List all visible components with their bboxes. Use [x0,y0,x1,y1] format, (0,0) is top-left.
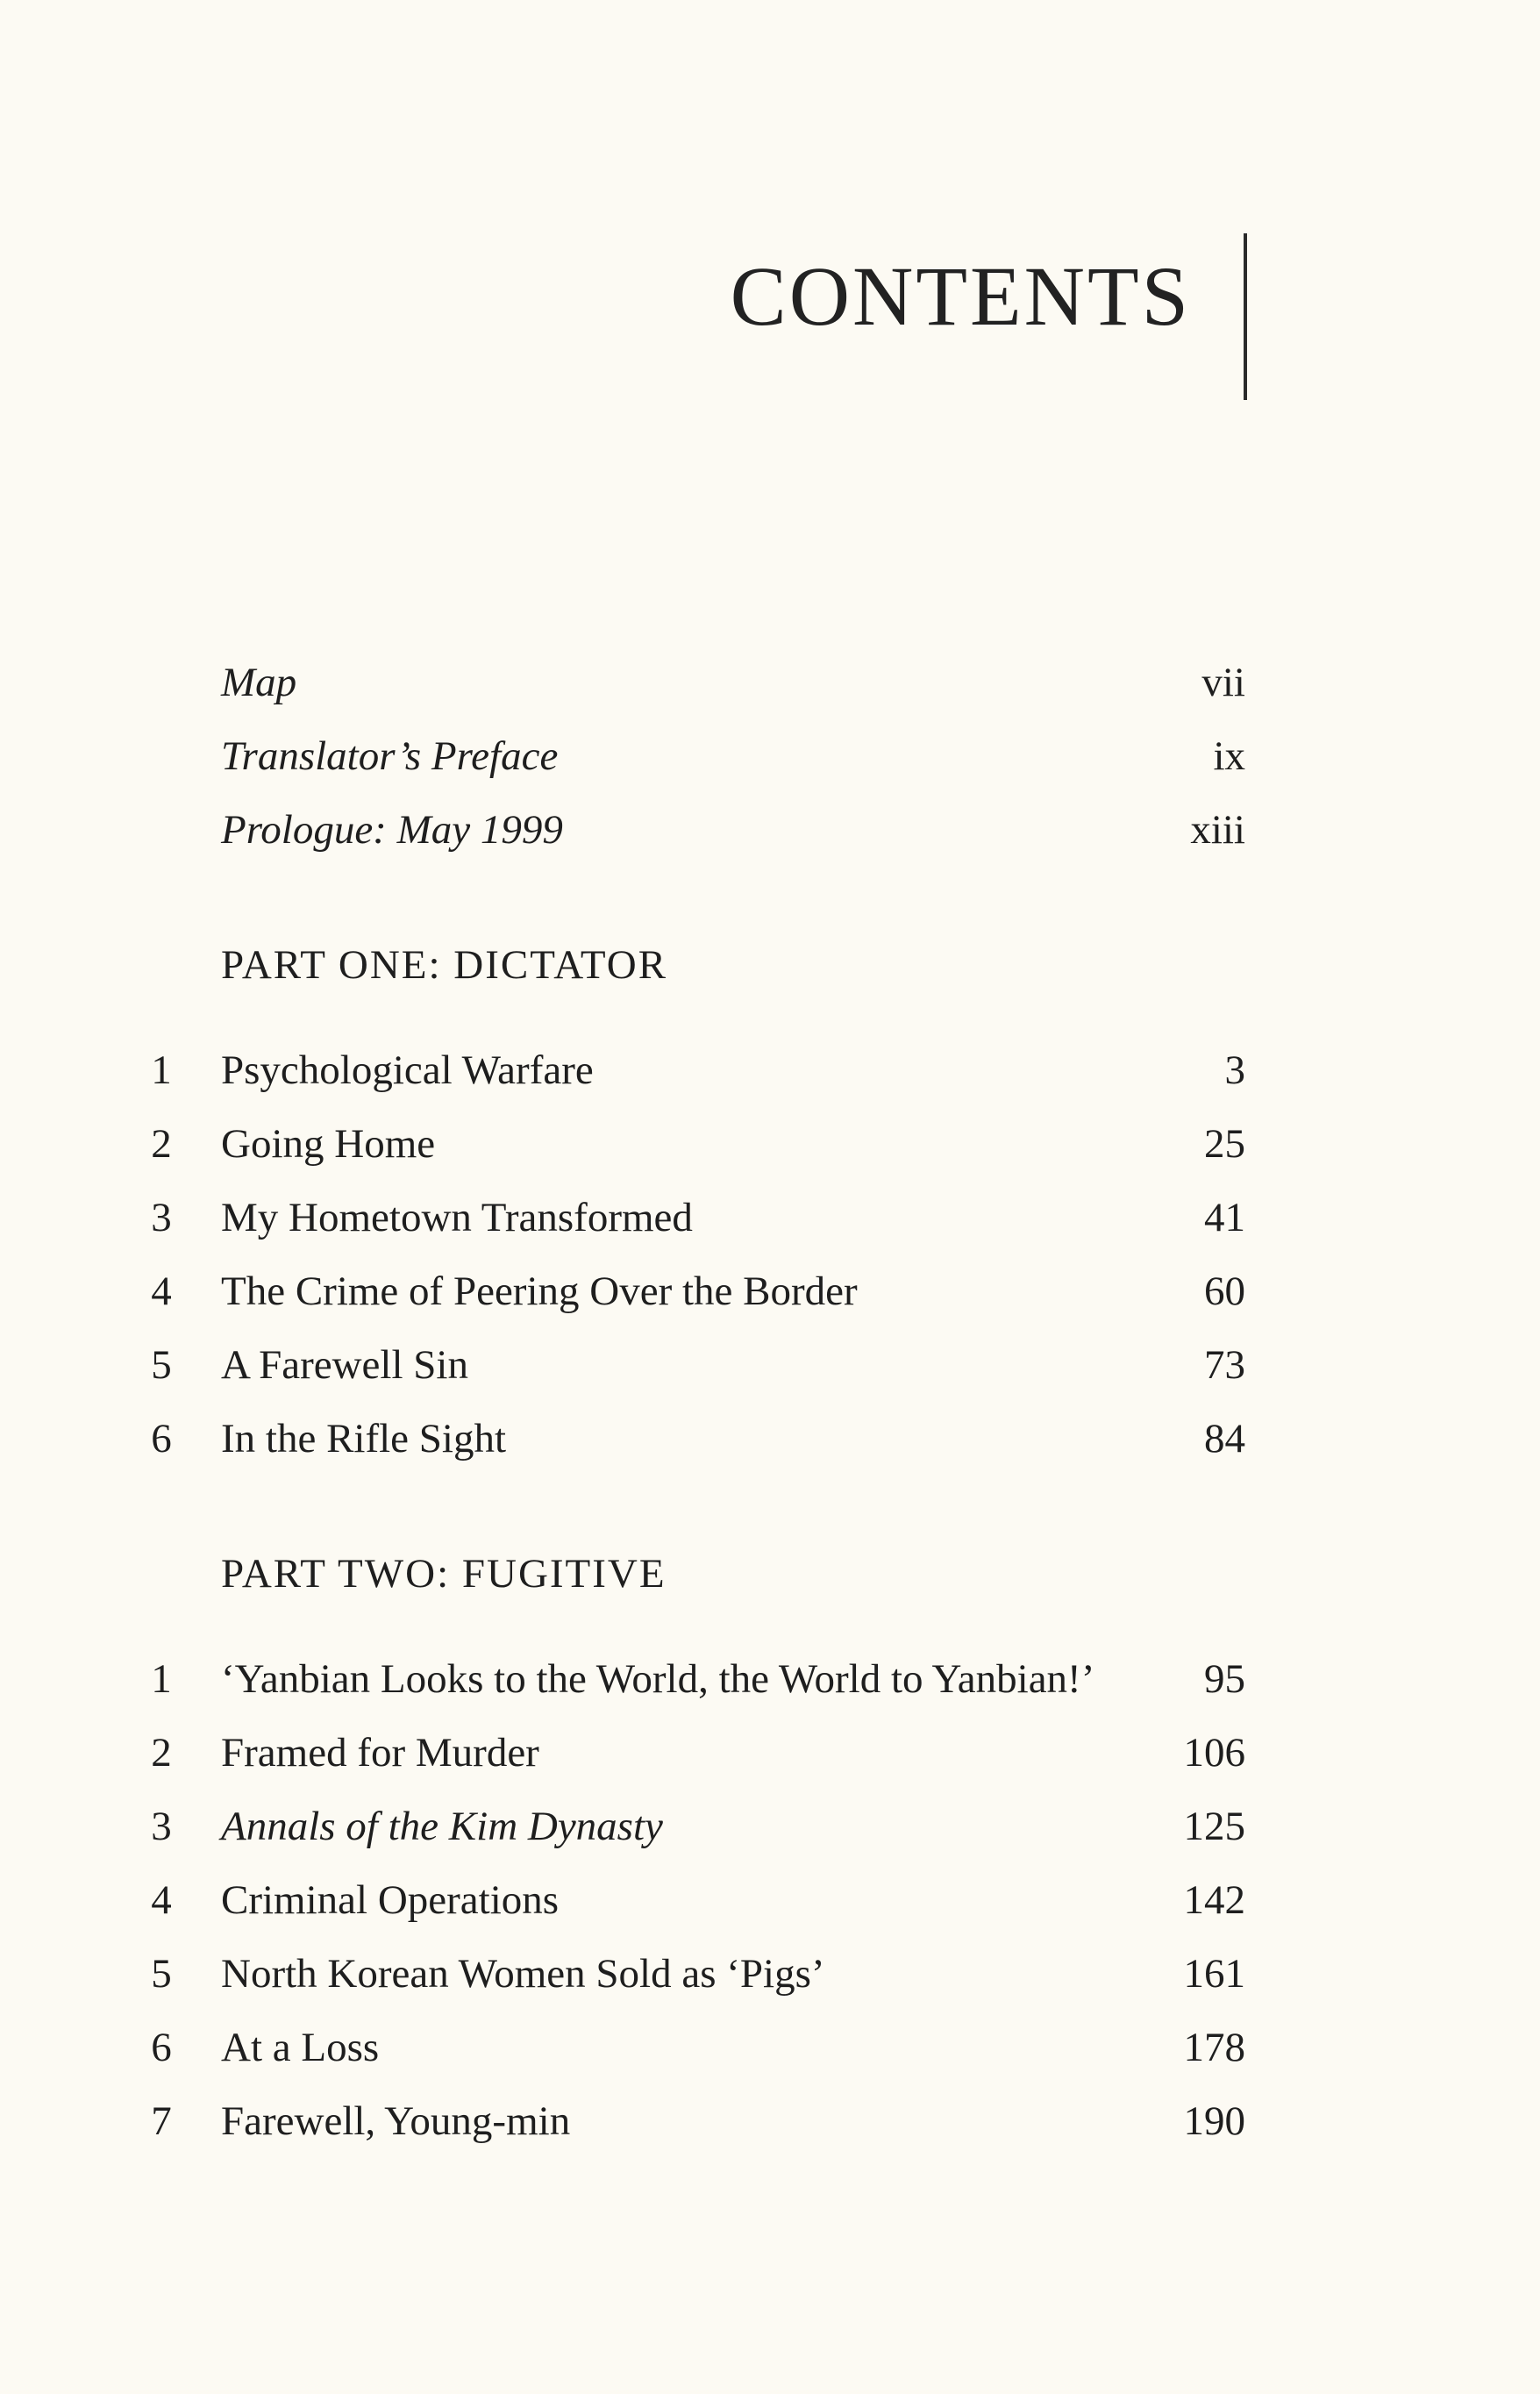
chapter-title: Going Home [221,1121,436,1167]
chapter-title: Farewell, Young-min [221,2098,571,2144]
chapter-number: 5 [151,1951,172,1997]
chapter-title: North Korean Women Sold as ‘Pigs’ [221,1951,825,1997]
chapter-title: In the Rifle Sight [221,1416,507,1461]
toc-entry-translators-preface[interactable] [0,719,1540,793]
chapter-page: 41 [1204,1195,1245,1240]
chapter-page: 142 [1183,1877,1245,1923]
chapter-title: ‘Yanbian Looks to the World, the World to Yanbian!’ [221,1656,1095,1702]
toc-entry-page: vii [1201,660,1245,705]
part-heading-one: PART ONE: DICTATOR [221,942,668,988]
chapter-page: 73 [1204,1342,1245,1388]
chapter-page: 125 [1183,1804,1245,1849]
chapter-title: Criminal Operations [221,1877,560,1923]
chapter-number: 2 [151,1730,172,1776]
toc-entry-page: xiii [1190,807,1245,853]
chapter-title: Psychological Warfare [221,1047,594,1093]
toc-chapter-row[interactable] [0,2011,1540,2084]
chapter-page: 178 [1183,2025,1245,2070]
toc-chapter-row[interactable] [0,1642,1540,1716]
chapter-number: 2 [151,1121,172,1167]
chapter-page: 106 [1183,1730,1245,1776]
toc-entry-map[interactable] [0,646,1540,719]
chapter-title: Framed for Murder [221,1730,539,1776]
toc-chapter-row[interactable] [0,1254,1540,1328]
toc-chapter-row[interactable] [0,1790,1540,1863]
chapter-page: 25 [1204,1121,1245,1167]
chapter-page: 84 [1204,1416,1245,1461]
chapter-number: 3 [151,1195,172,1240]
toc-entry-page: ix [1213,733,1245,779]
chapter-number: 7 [151,2098,172,2144]
toc-entry-prologue[interactable] [0,793,1540,867]
part-heading-two: PART TWO: FUGITIVE [221,1551,667,1597]
chapter-title: The Crime of Peering Over the Border [221,1268,858,1314]
toc-entry-label: Translator’s Preface [221,733,559,779]
toc-chapter-row[interactable] [0,1937,1540,2011]
chapter-number: 4 [151,1877,172,1923]
chapter-number: 3 [151,1804,172,1849]
chapter-page: 95 [1204,1656,1245,1702]
chapter-page: 3 [1224,1047,1245,1093]
toc-entry-label: Prologue: May 1999 [221,807,563,853]
title-vertical-rule [1244,233,1247,400]
chapter-title: A Farewell Sin [221,1342,468,1388]
chapter-number: 4 [151,1268,172,1314]
toc-chapter-row[interactable] [0,1716,1540,1790]
toc-chapter-row[interactable] [0,1033,1540,1107]
toc-chapter-row[interactable] [0,1863,1540,1937]
chapter-page: 190 [1183,2098,1245,2144]
chapter-title: My Hometown Transformed [221,1195,693,1240]
chapter-number: 1 [151,1047,172,1093]
chapter-number: 1 [151,1656,172,1702]
toc-entry-label: Map [221,660,297,705]
chapter-number: 5 [151,1342,172,1388]
chapter-title: At a Loss [221,2025,380,2070]
chapter-page: 60 [1204,1268,1245,1314]
toc-chapter-row[interactable] [0,1107,1540,1181]
toc-chapter-row[interactable] [0,1328,1540,1402]
chapter-number: 6 [151,1416,172,1461]
chapter-title: Annals of the Kim Dynasty [221,1804,663,1849]
chapter-page: 161 [1183,1951,1245,1997]
page-title: CONTENTS [730,249,1191,343]
toc-chapter-row[interactable] [0,1181,1540,1254]
toc-chapter-row[interactable] [0,2084,1540,2158]
chapter-number: 6 [151,2025,172,2070]
toc-chapter-row[interactable] [0,1402,1540,1476]
